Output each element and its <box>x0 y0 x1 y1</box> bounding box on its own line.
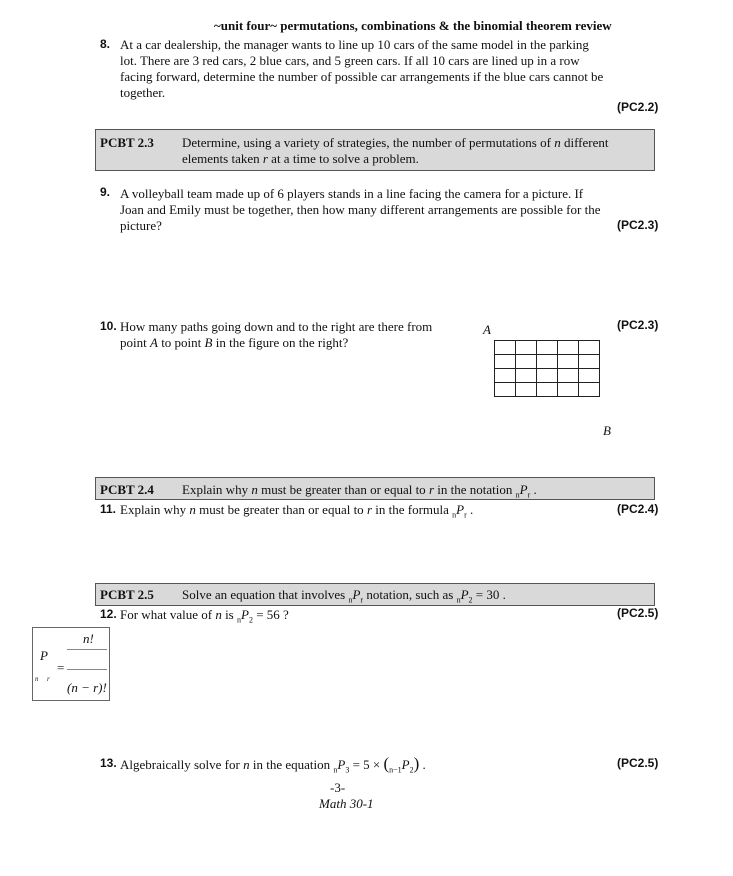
pcbt-2-5-label: PCBT 2.5 <box>100 587 154 602</box>
question-9-code: (PC2.3) <box>617 218 659 232</box>
pcbt-2-5-text: Solve an equation that involves $_nP_r$ notation, such as $_nP_2 = 30$ . <box>182 587 506 605</box>
question-8-line: together. <box>120 85 166 100</box>
formula-rule-top <box>67 649 107 650</box>
question-9-number: 9. <box>100 185 111 199</box>
pcbt-2-4-label: PCBT 2.4 <box>100 482 154 497</box>
pcbt-2-3-text: Determine, using a variety of strategies, the number of permutations of n different elements taken r at a time to solve a problem. <box>182 135 609 166</box>
question-8-line: facing forward, determine the number of possible car arrangements if the blue cars cannot be <box>120 69 604 84</box>
question-13-text: Algebraically solve for n in the equation $_nP_3 = 5 \times (_{n-1}P_2)$ . <box>120 754 426 775</box>
question-11-text: Explain why n must be greater than or equal to r in the formula $_nP_r$ . <box>120 502 474 520</box>
page-number: -3- <box>330 780 346 795</box>
formula-lhs: P <box>40 648 48 663</box>
question-8-text <box>120 37 660 101</box>
path-grid <box>494 340 600 397</box>
formula-sub-n: n <box>35 675 39 683</box>
question-12-code: (PC2.5) <box>617 606 659 620</box>
question-8-code: (PC2.2) <box>617 100 659 114</box>
question-8-line: lot. There are 3 red cars, 2 blue cars, and 5 green cars. If all 10 cars are lined up in a row <box>120 53 580 68</box>
question-12-number: 12. <box>100 607 117 621</box>
question-10-text: How many paths going down and to the right are there from point A to point B in the figure on the right? <box>120 319 433 350</box>
grid-label-a: A <box>483 322 491 337</box>
question-13-number: 13. <box>100 756 117 770</box>
question-8-number: 8. <box>100 37 111 51</box>
question-9-line: A volleyball team made up of 6 players stands in a line facing the camera for a picture. If <box>120 186 584 201</box>
page-title: ~unit four~ permutations, combinations & the binomial theorem review <box>214 18 612 33</box>
grid-label-b: B <box>603 423 611 438</box>
pcbt-2-4-text: Explain why n must be greater than or equal to r in the notation $_nP_r$ . <box>182 482 537 500</box>
question-11-code: (PC2.4) <box>617 502 659 516</box>
question-9-line: Joan and Emily must be together, then how many different arrangements are possible for the <box>120 202 601 217</box>
question-8-line: At a car dealership, the manager wants to line up 10 cars of the same model in the parking <box>120 37 589 52</box>
question-10-code: (PC2.3) <box>617 318 659 332</box>
formula-fraction-bar <box>67 669 107 670</box>
pcbt-2-3-label: PCBT 2.3 <box>100 135 154 150</box>
question-11-number: 11. <box>100 502 117 516</box>
formula-equals: = <box>57 660 65 675</box>
permutation-formula-box <box>32 627 110 701</box>
question-10-number: 10. <box>100 319 117 333</box>
pcbt-2-5-box <box>95 583 655 606</box>
formula-numerator: n! <box>83 631 94 646</box>
pcbt-2-3-box <box>95 129 655 171</box>
formula-denominator: (n − r)! <box>67 680 107 695</box>
question-12-text: For what value of n is $_nP_2 = 56$ ? <box>120 607 289 625</box>
question-9-line: picture? <box>120 218 162 233</box>
pcbt-2-4-box <box>95 477 655 500</box>
course-name: Math 30-1 <box>319 796 374 811</box>
formula-sub-r: r <box>47 675 50 683</box>
question-9-text <box>120 186 660 234</box>
question-13-code: (PC2.5) <box>617 756 659 770</box>
